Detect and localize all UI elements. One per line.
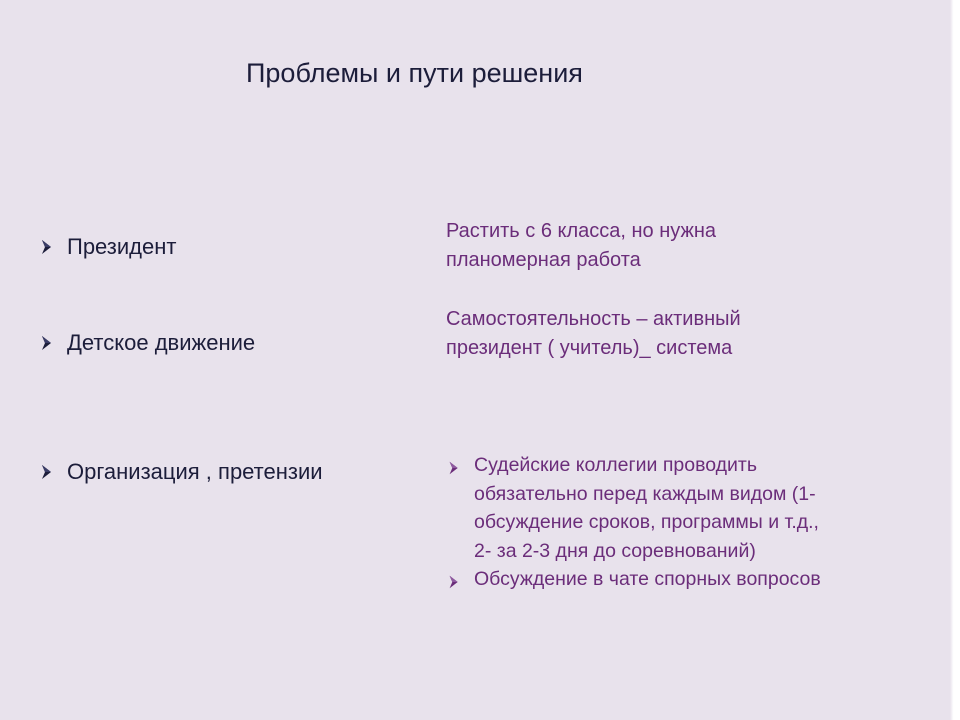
left-item-childrens-movement [38, 330, 255, 356]
arrow-bullet-icon [38, 333, 58, 353]
solution-line: президент ( учитель)_ система [446, 337, 733, 359]
left-item-label: Президент [67, 234, 177, 259]
left-item-president [38, 234, 176, 260]
solution-president [446, 217, 916, 275]
left-item-organization [38, 459, 323, 485]
left-item-label: Организация , претензии [67, 459, 323, 484]
arrow-bullet-icon [446, 451, 474, 486]
arrow-bullet-icon [38, 237, 58, 257]
solution-line: Самостоятельность – активный [446, 308, 741, 330]
left-item-label: Детское движение [67, 330, 256, 355]
list-item [446, 565, 916, 600]
solution-childrens-movement [446, 305, 916, 363]
solution-line: Растить с 6 класса, но нужна [446, 220, 717, 242]
slide-title: Проблемы и пути решения [246, 58, 583, 88]
solution-line: планомерная работа [446, 249, 641, 271]
list-item [446, 451, 916, 565]
slide-right-edge [950, 0, 960, 720]
list-item-text: Обсуждение в чате спорных вопросов [474, 568, 821, 590]
arrow-bullet-icon [38, 462, 58, 482]
list-item-text: Судейские коллегии проводить обязательно перед каждым видом (1- обсуждение сроков, программы и т.д., 2- за 2-3 дня до соревнований) [474, 454, 819, 562]
arrow-bullet-icon [446, 565, 474, 600]
solution-organization-list [446, 451, 916, 600]
